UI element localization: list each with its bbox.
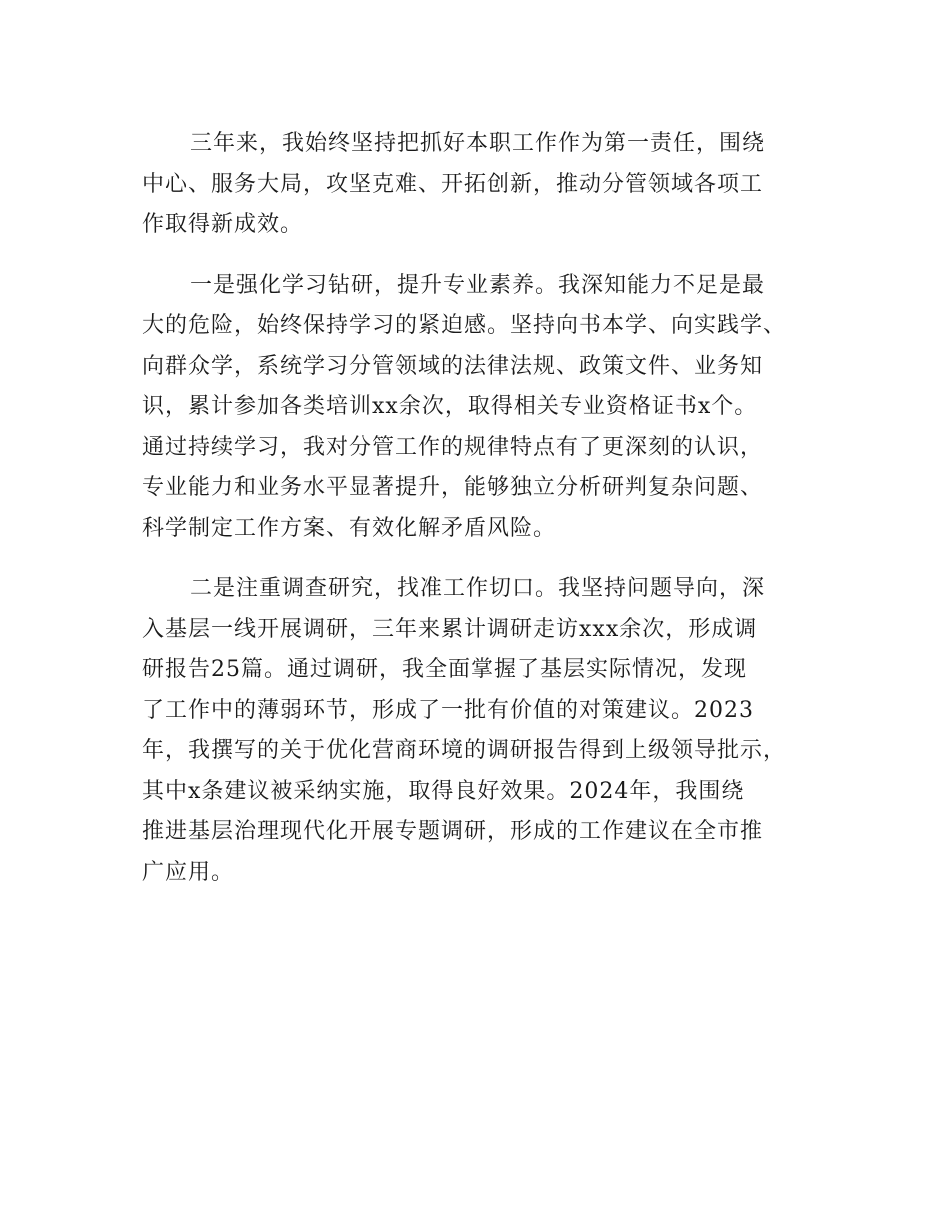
paragraph-line: 大的危险，始终保持学习的紧迫感。坚持向书本学、向实践学、 bbox=[142, 313, 787, 338]
paragraph-line: 年，我撰写的关于优化营商环境的调研报告得到上级领导批示， bbox=[142, 738, 787, 763]
paragraph-line: 向群众学，系统学习分管领域的法律法规、政策文件、业务知 bbox=[142, 353, 764, 379]
paragraph-line: 中心、服务大局，攻坚克难、开拓创新，推动分管领域各项工 bbox=[142, 171, 764, 197]
paragraph-line: 科学制定工作方案、有效化解矛盾风险。 bbox=[142, 515, 557, 541]
paragraph-line: 研报告25篇。通过调研，我全面掌握了基层实际情况，发现 bbox=[142, 657, 747, 682]
paragraph-line: 二是注重调查研究，找准工作切口。我坚持问题导向，深 bbox=[190, 576, 766, 601]
paragraph-line: 其中x条建议被采纳实施，取得良好效果。2024年，我围绕 bbox=[142, 778, 745, 804]
document-body bbox=[142, 124, 822, 913]
paragraph-line: 专业能力和业务水平显著提升，能够独立分析研判复杂问题、 bbox=[142, 475, 764, 500]
paragraph-line: 广应用。 bbox=[142, 859, 235, 885]
paragraph-study bbox=[142, 266, 822, 550]
paragraph-line: 一是强化学习钻研，提升专业素养。我深知能力不足是最 bbox=[190, 272, 766, 298]
paragraph-line: 通过持续学习，我对分管工作的规律特点有了更深刻的认识， bbox=[142, 434, 764, 460]
paragraph-line: 识，累计参加各类培训xx余次，取得相关专业资格证书x个。 bbox=[142, 394, 758, 419]
paragraph-intro bbox=[142, 124, 822, 246]
paragraph-line: 推进基层治理现代化开展专题调研，形成的工作建议在全市推 bbox=[142, 819, 764, 844]
paragraph-line: 入基层一线开展调研，三年来累计调研走访xxx余次，形成调 bbox=[142, 616, 758, 642]
paragraph-line: 了工作中的薄弱环节，形成了一批有价值的对策建议。2023 bbox=[142, 697, 754, 723]
paragraph-line: 三年来，我始终坚持把抓好本职工作作为第一责任，围绕 bbox=[190, 131, 766, 156]
paragraph-research bbox=[142, 569, 822, 893]
paragraph-line: 作取得新成效。 bbox=[142, 212, 304, 237]
